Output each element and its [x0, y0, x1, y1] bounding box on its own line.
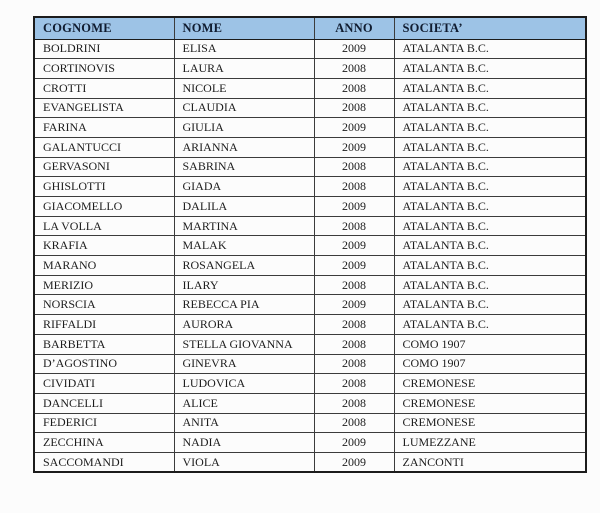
cell-nome: VIOLA: [174, 452, 314, 472]
cell-cognome: D’AGOSTINO: [34, 354, 174, 374]
table-row: [34, 433, 586, 453]
cell-anno: 2008: [314, 315, 394, 335]
cell-societa: ATALANTA B.C.: [394, 295, 586, 315]
cell-anno: 2009: [314, 236, 394, 256]
cell-anno: 2008: [314, 275, 394, 295]
cell-cognome: NORSCIA: [34, 295, 174, 315]
cell-cognome: LA VOLLA: [34, 216, 174, 236]
cell-nome: AURORA: [174, 315, 314, 335]
cell-cognome: GALANTUCCI: [34, 137, 174, 157]
cell-societa: CREMONESE: [394, 374, 586, 394]
cell-cognome: BOLDRINI: [34, 39, 174, 59]
cell-societa: ATALANTA B.C.: [394, 98, 586, 118]
cell-cognome: KRAFIA: [34, 236, 174, 256]
cell-nome: LUDOVICA: [174, 374, 314, 394]
cell-anno: 2008: [314, 374, 394, 394]
cell-anno: 2008: [314, 177, 394, 197]
cell-cognome: BARBETTA: [34, 334, 174, 354]
cell-anno: 2009: [314, 295, 394, 315]
cell-societa: ATALANTA B.C.: [394, 137, 586, 157]
cell-anno: 2009: [314, 256, 394, 276]
table-row: [34, 216, 586, 236]
cell-societa: ATALANTA B.C.: [394, 256, 586, 276]
cell-anno: 2009: [314, 39, 394, 59]
cell-anno: 2009: [314, 137, 394, 157]
cell-anno: 2008: [314, 393, 394, 413]
cell-societa: ATALANTA B.C.: [394, 78, 586, 98]
cell-societa: ATALANTA B.C.: [394, 236, 586, 256]
table-row: [34, 39, 586, 59]
cell-cognome: GERVASONI: [34, 157, 174, 177]
cell-cognome: CIVIDATI: [34, 374, 174, 394]
cell-nome: GIULIA: [174, 118, 314, 138]
table-row: [34, 374, 586, 394]
table-row: [34, 236, 586, 256]
table-row: [34, 452, 586, 472]
cell-societa: CREMONESE: [394, 393, 586, 413]
column-header-societa: SOCIETA’: [394, 17, 586, 39]
cell-societa: ATALANTA B.C.: [394, 118, 586, 138]
cell-cognome: FEDERICI: [34, 413, 174, 433]
cell-cognome: DANCELLI: [34, 393, 174, 413]
cell-nome: GIADA: [174, 177, 314, 197]
table-row: [34, 295, 586, 315]
table-row: [34, 256, 586, 276]
cell-nome: ELISA: [174, 39, 314, 59]
cell-cognome: GIACOMELLO: [34, 197, 174, 217]
cell-cognome: CROTTI: [34, 78, 174, 98]
cell-societa: COMO 1907: [394, 354, 586, 374]
cell-nome: REBECCA PIA: [174, 295, 314, 315]
column-header-nome: NOME: [174, 17, 314, 39]
cell-anno: 2008: [314, 59, 394, 79]
cell-nome: DALILA: [174, 197, 314, 217]
table-row: [34, 334, 586, 354]
cell-cognome: MARANO: [34, 256, 174, 276]
cell-societa: ATALANTA B.C.: [394, 59, 586, 79]
table-row: [34, 78, 586, 98]
cell-nome: MARTINA: [174, 216, 314, 236]
cell-nome: CLAUDIA: [174, 98, 314, 118]
cell-anno: 2008: [314, 354, 394, 374]
cell-anno: 2008: [314, 98, 394, 118]
cell-anno: 2008: [314, 78, 394, 98]
roster-table: [33, 16, 587, 473]
table-row: [34, 354, 586, 374]
table-body: [34, 39, 586, 472]
cell-societa: COMO 1907: [394, 334, 586, 354]
cell-cognome: RIFFALDI: [34, 315, 174, 335]
cell-anno: 2008: [314, 157, 394, 177]
cell-societa: ATALANTA B.C.: [394, 39, 586, 59]
header-row: [34, 17, 586, 39]
cell-anno: 2009: [314, 433, 394, 453]
cell-nome: SABRINA: [174, 157, 314, 177]
cell-nome: ROSANGELA: [174, 256, 314, 276]
table-row: [34, 118, 586, 138]
cell-societa: ATALANTA B.C.: [394, 157, 586, 177]
cell-nome: ALICE: [174, 393, 314, 413]
table-row: [34, 315, 586, 335]
cell-nome: ARIANNA: [174, 137, 314, 157]
cell-nome: MALAK: [174, 236, 314, 256]
cell-nome: STELLA GIOVANNA: [174, 334, 314, 354]
cell-cognome: EVANGELISTA: [34, 98, 174, 118]
cell-anno: 2009: [314, 452, 394, 472]
cell-societa: ATALANTA B.C.: [394, 197, 586, 217]
cell-societa: LUMEZZANE: [394, 433, 586, 453]
table-row: [34, 137, 586, 157]
cell-nome: NADIA: [174, 433, 314, 453]
table-row: [34, 98, 586, 118]
column-header-cognome: COGNOME: [34, 17, 174, 39]
cell-societa: ATALANTA B.C.: [394, 177, 586, 197]
cell-societa: ZANCONTI: [394, 452, 586, 472]
cell-cognome: GHISLOTTI: [34, 177, 174, 197]
cell-anno: 2009: [314, 197, 394, 217]
cell-anno: 2008: [314, 334, 394, 354]
cell-nome: ILARY: [174, 275, 314, 295]
cell-nome: GINEVRA: [174, 354, 314, 374]
cell-anno: 2009: [314, 118, 394, 138]
table-row: [34, 413, 586, 433]
cell-societa: CREMONESE: [394, 413, 586, 433]
cell-societa: ATALANTA B.C.: [394, 275, 586, 295]
cell-societa: ATALANTA B.C.: [394, 315, 586, 335]
cell-cognome: MERIZIO: [34, 275, 174, 295]
table-row: [34, 157, 586, 177]
cell-anno: 2008: [314, 413, 394, 433]
table-row: [34, 177, 586, 197]
cell-cognome: ZECCHINA: [34, 433, 174, 453]
table-row: [34, 197, 586, 217]
cell-cognome: FARINA: [34, 118, 174, 138]
table-row: [34, 393, 586, 413]
cell-societa: ATALANTA B.C.: [394, 216, 586, 236]
cell-anno: 2008: [314, 216, 394, 236]
column-header-anno: ANNO: [314, 17, 394, 39]
table-row: [34, 59, 586, 79]
cell-nome: LAURA: [174, 59, 314, 79]
cell-cognome: CORTINOVIS: [34, 59, 174, 79]
cell-nome: NICOLE: [174, 78, 314, 98]
cell-cognome: SACCOMANDI: [34, 452, 174, 472]
table-row: [34, 275, 586, 295]
cell-nome: ANITA: [174, 413, 314, 433]
